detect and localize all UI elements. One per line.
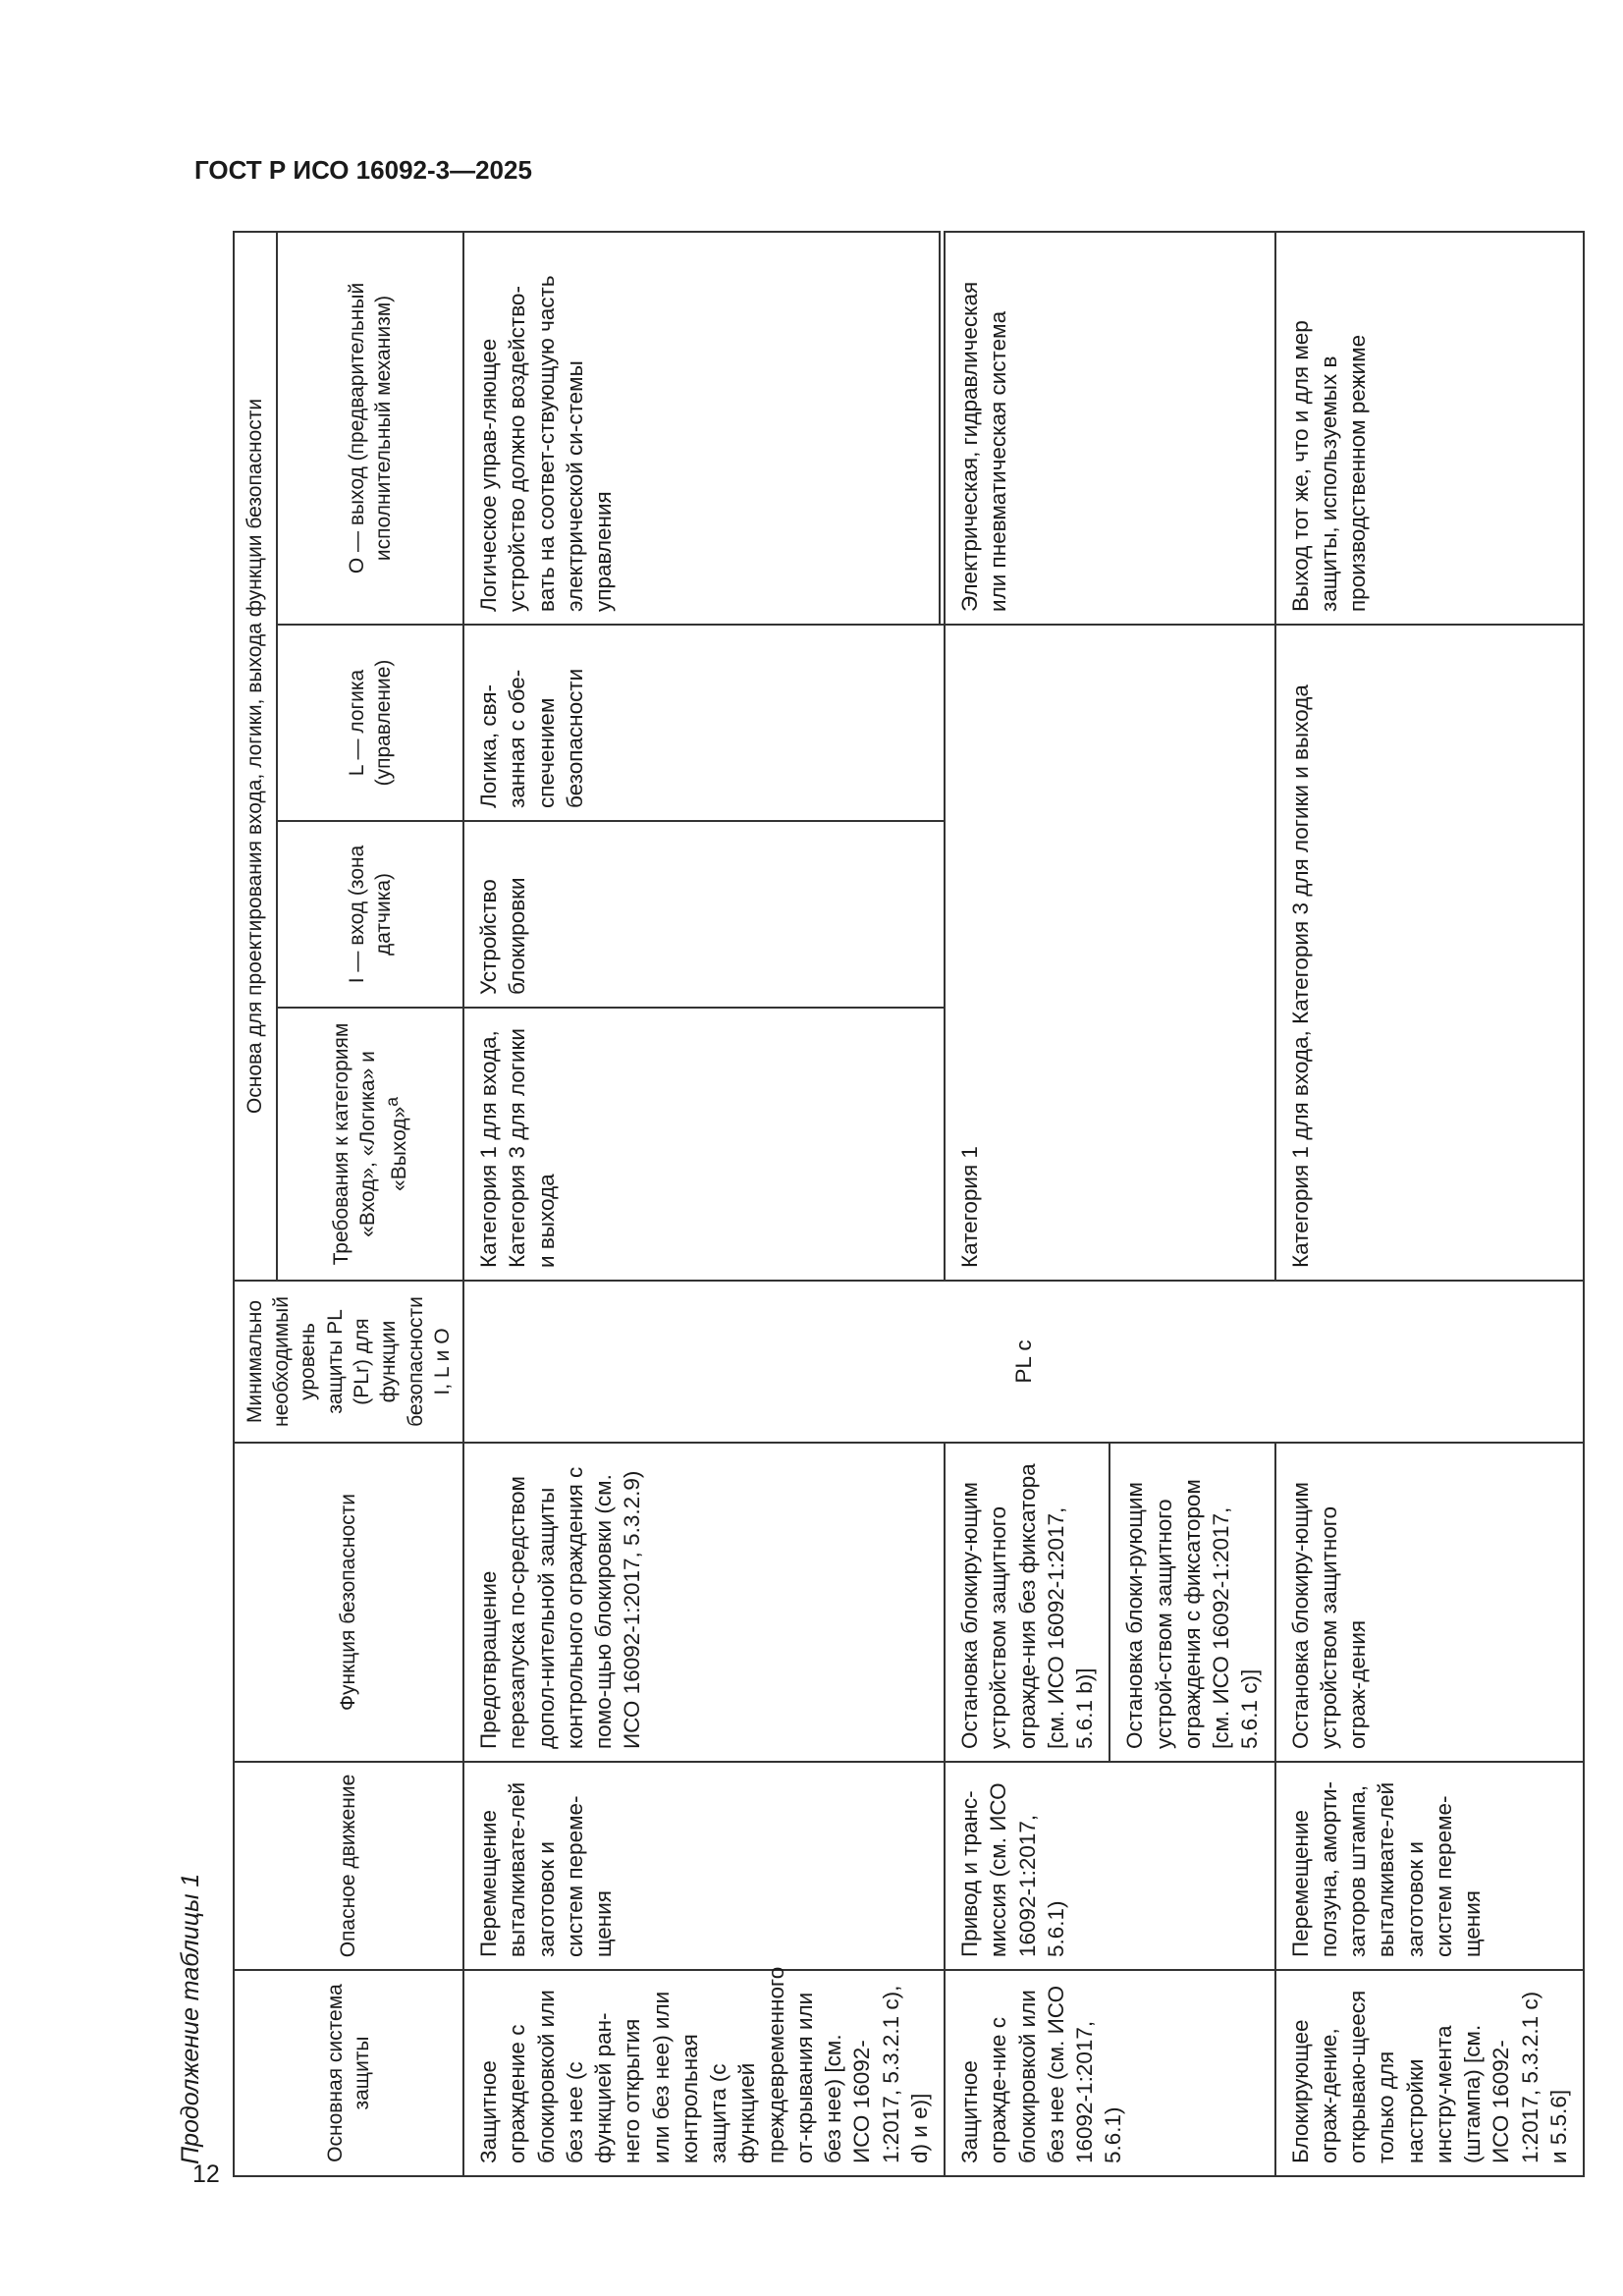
header-categories <box>277 1008 463 1281</box>
row1-hazard: Перемещение выталкивате-лей заготовок и систем переме-щения <box>463 1762 945 1970</box>
row2-function-b: Остановка блоки-рующим устрой-ством защитного ограждения с фиксатором [см. ИСО 16092-1:2017, 5.6.1 c)] <box>1109 1443 1274 1762</box>
table-row <box>945 232 1109 2176</box>
row2-function-a: Остановка блокиру-ющим устройством защитного огражде-ния без фиксатора [см. ИСО 16092-1:2017, 5.6.1 b)] <box>945 1443 1109 1762</box>
row2-hazard: Привод и транс-миссия (см. ИСО 16092-1:2017, 5.6.1) <box>945 1762 1275 1970</box>
row3-categories: Категория 1 для входа, Категория 3 для логики и выхода <box>1275 625 1585 1281</box>
table-row <box>1275 232 1585 2176</box>
safety-table <box>233 233 1571 2177</box>
header-function: Функция безопасности <box>234 1443 463 1762</box>
row2-categories: Категория 1 <box>945 625 1275 1281</box>
document-title: ГОСТ Р ИСО 16092-3—2025 <box>194 155 532 185</box>
header-categories-text: Требования к категориям «Вход», «Логика» и «Выход» <box>329 1022 411 1266</box>
page-number: 12 <box>192 2160 220 2188</box>
header-output: O — выход (предварительный исполнительный механизм) <box>277 232 463 625</box>
header-logic: L — логика (управление) <box>277 625 463 821</box>
header-basis: Основа для проектирования входа, логики, выхода функции безопасности <box>234 232 277 1281</box>
row2-output: Электрическая, гидравлическая или пневматическая система <box>945 232 1275 625</box>
header-pl: Минимально необходимый уровень защиты PL (PLr) для функции безопасности I, L и O <box>234 1281 463 1443</box>
header-hazard: Опасное движение <box>234 1762 463 1970</box>
pl-value: PL c <box>463 1281 1584 1443</box>
row1-logic: Логика, свя-занная с обе-спечением безопасности <box>463 625 945 821</box>
row1-categories: Категория 1 для входа, Категория 3 для логики и выхода <box>463 1008 945 1281</box>
row3-function: Остановка блокиру-ющим устройством защитного ограж-дения <box>1275 1443 1585 1762</box>
row1-output: Логическое управ-ляющее устройство должно воздейство-вать на соответ-ствующую часть электрической си-стемы управления <box>463 232 940 625</box>
row3-hazard: Перемещение ползуна, аморти-заторов штампа, выталкивате-лей заготовок и систем переме-щения <box>1275 1762 1585 1970</box>
row1-function: Предотвращение перезапуска по-средством допол-нительной защиты контрольного ограждения с помо-щью блокировки (см. ИСО 16092-1:2017, 5.3.2.9) <box>463 1443 945 1762</box>
row1-input: Устройство блокировки <box>463 821 945 1008</box>
table-row <box>463 232 940 2176</box>
row3-output: Выход тот же, что и для мер защиты, используемых в производственном режиме <box>1275 232 1585 625</box>
footnote-ref-a: a <box>382 1097 403 1107</box>
table-continuation-caption: Продолжение таблицы 1 <box>177 1873 204 2164</box>
header-input: I — вход (зона датчика) <box>277 821 463 1008</box>
row3-system: Блокирующее ограж-дение, открываю-щееся только для настройки инстру-мента (штампа) [см. ИСО 16092-1:2017, 5.3.2.1 c) и 5.5.6] <box>1275 1970 1585 2176</box>
header-system: Основная система защиты <box>234 1970 463 2176</box>
row2-system: Защитное огражде-ние с блокировкой или без нее (см. ИСО 16092-1:2017, 5.6.1) <box>945 1970 1275 2176</box>
row1-system: Защитное ограждение с блокировкой или без нее (с функцией ран-него открытия или без нее) или контрольная защита (с функцией преждевременного от-крывания или без нее) [см. ИСО 16092-1:2017, 5.3.2.1 c), d) и e)] <box>463 1970 945 2176</box>
